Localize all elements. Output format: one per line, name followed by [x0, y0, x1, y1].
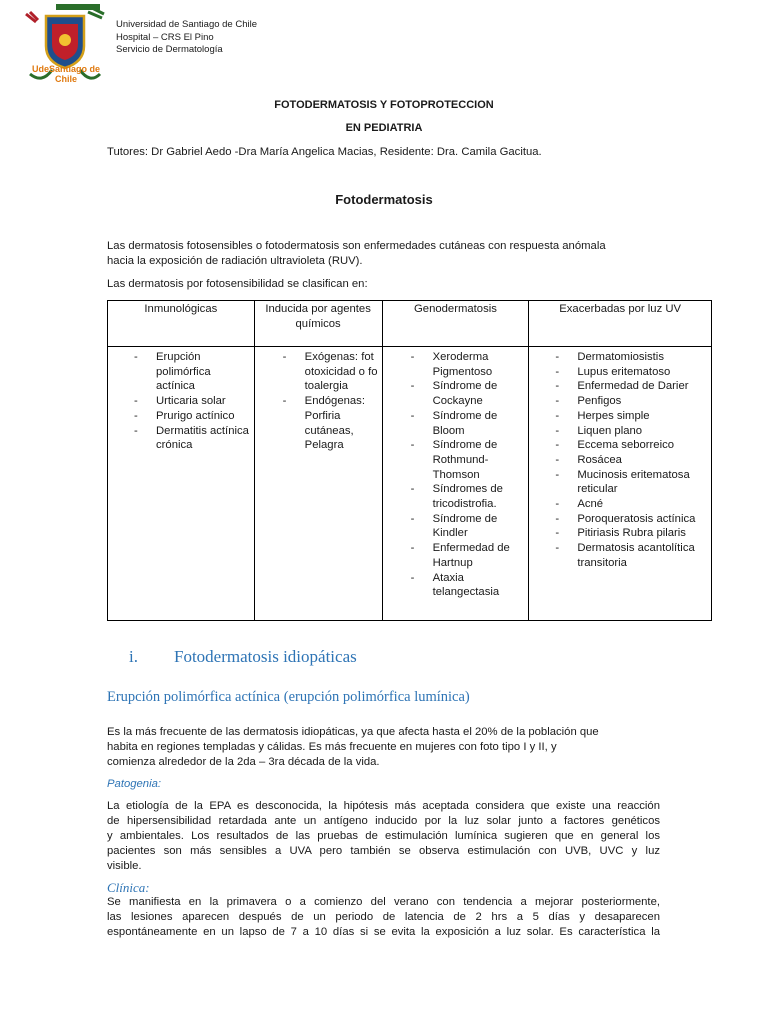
list-item: - Urticaria solar — [134, 394, 250, 409]
list-item: - Endógenas: Porfiria cutáneas, Pelagra — [283, 394, 378, 453]
list-item: - Prurigo actínico — [134, 409, 250, 424]
logo-text: UdeSantiago de Chile — [31, 64, 100, 84]
university-logo — [22, 4, 112, 88]
document-title-line1: FOTODERMATOSIS Y FOTOPROTECCION — [274, 99, 494, 111]
table-header-cell: Inmunológicas — [108, 301, 255, 347]
table-header-cell: Genodermatosis — [382, 301, 529, 347]
list-item: - Dermatitis actínica crónica — [134, 424, 250, 453]
list-item: - Síndrome de Kindler — [411, 512, 525, 541]
table-cell-genodermatosis — [382, 347, 529, 621]
list-item: - Mucinosis eritematosa reticular — [555, 468, 707, 497]
list-item: - Síndrome de Cockayne — [411, 379, 525, 408]
intro-paragraph-1: Las dermatosis fotosensibles o fotodermatosis son enfermedades cutáneas con respuesta anómala hacia la exposición de radiación ultravioleta (RUV). — [107, 240, 606, 267]
paragraph-clinica: Se manifiesta en la primavera o a comienzo del verano con tendencia a mejorar posteriormente, las lesiones aparecen después de un periodo de latencia de 2 hrs a 5 días y desaparecen espontáneamente en un lapso de 7 a 10 días si se evita la exposición a luz solar. Es característica la — [107, 896, 660, 938]
list-item: - Enfermedad de Hartnup — [411, 541, 525, 570]
table-cell-quimicos — [254, 347, 382, 621]
table-header-row — [108, 301, 712, 347]
table-cell-inmunologicas — [108, 347, 255, 621]
table-header-cell: Exacerbadas por luz UV — [529, 301, 712, 347]
list-item: - Síndrome de Rothmund-Thomson — [411, 438, 525, 482]
list-item: - Enfermedad de Darier — [555, 379, 707, 394]
list-item: - Liquen plano — [555, 424, 707, 439]
list-item: - Penfigos — [555, 394, 707, 409]
table-row — [108, 347, 712, 621]
list-item: - Síndrome de Bloom — [411, 409, 525, 438]
section-title: Fotodermatosis — [335, 192, 433, 207]
intro-paragraph-2: Las dermatosis por fotosensibilidad se clasifican en: — [107, 278, 368, 290]
heading-number: i. — [129, 647, 138, 666]
list-item: - Dermatosis acantolítica transitoria — [555, 541, 707, 570]
list-item: - Acné — [555, 497, 707, 512]
document-title-line2: EN PEDIATRIA — [345, 122, 423, 134]
heading-idiopaticas: Fotodermatosis idiopáticas — [174, 647, 357, 666]
label-patogenia: Patogenia: — [107, 778, 162, 790]
list-item: - Síndromes de tricodistrofia. — [411, 482, 525, 511]
classification-table — [107, 300, 712, 621]
header-service: Servicio de Dermatología — [116, 44, 223, 55]
list-item: - Eccema seborreico — [555, 438, 707, 453]
list-item: - Poroqueratosis actínica — [555, 512, 707, 527]
subheading-epa: Erupción polimórfica actínica (erupción polimórfica lumínica) — [107, 689, 470, 705]
list-item: - Lupus eritematoso — [555, 365, 707, 380]
list-item: - Erupción polimórfica actínica — [134, 350, 250, 394]
paragraph-epa: Es la más frecuente de las dermatosis idiopáticas, ya que afecta hasta el 20% de la población que habita en regiones templadas y cálidas. Es más frecuente en mujeres con foto tipo I y II, y comienza alrededor de la 2da – 3ra década de la vida. — [107, 726, 599, 768]
header-hospital: Hospital – CRS El Pino — [116, 32, 214, 43]
table-header-cell: Inducida por agentes químicos — [254, 301, 382, 347]
table-cell-exacerbadas — [529, 347, 712, 621]
list-item: - Pitiriasis Rubra pilaris — [555, 526, 707, 541]
list-item: - Rosácea — [555, 453, 707, 468]
list-item: - Exógenas: fototoxicidad o fotoalergia — [283, 350, 378, 394]
list-item: - Xeroderma Pigmentoso — [411, 350, 525, 379]
header-university: Universidad de Santiago de Chile — [116, 19, 258, 30]
paragraph-patogenia: La etiología de la EPA es desconocida, la hipótesis más aceptada considera que existe una reacción de hipersensibilidad retardada ante un antígeno inducido por la luz solar junto a factores genéticos y ambientales. Los resultados de las pruebas de estimulación lumínica sugieren que en general los pacientes son más sensibles a UVA pero también se observa estimulación con UVB, UVC y luz visible. — [107, 800, 660, 872]
list-item: - Herpes simple — [555, 409, 707, 424]
list-item: - Ataxia telangectasia — [411, 571, 525, 600]
tutors-line: Tutores: Dr Gabriel Aedo -Dra María Angelica Macias, Residente: Dra. Camila Gacitua. — [107, 146, 542, 158]
label-clinica: Clínica: — [107, 880, 150, 895]
list-item: - Dermatomiosistis — [555, 350, 707, 365]
